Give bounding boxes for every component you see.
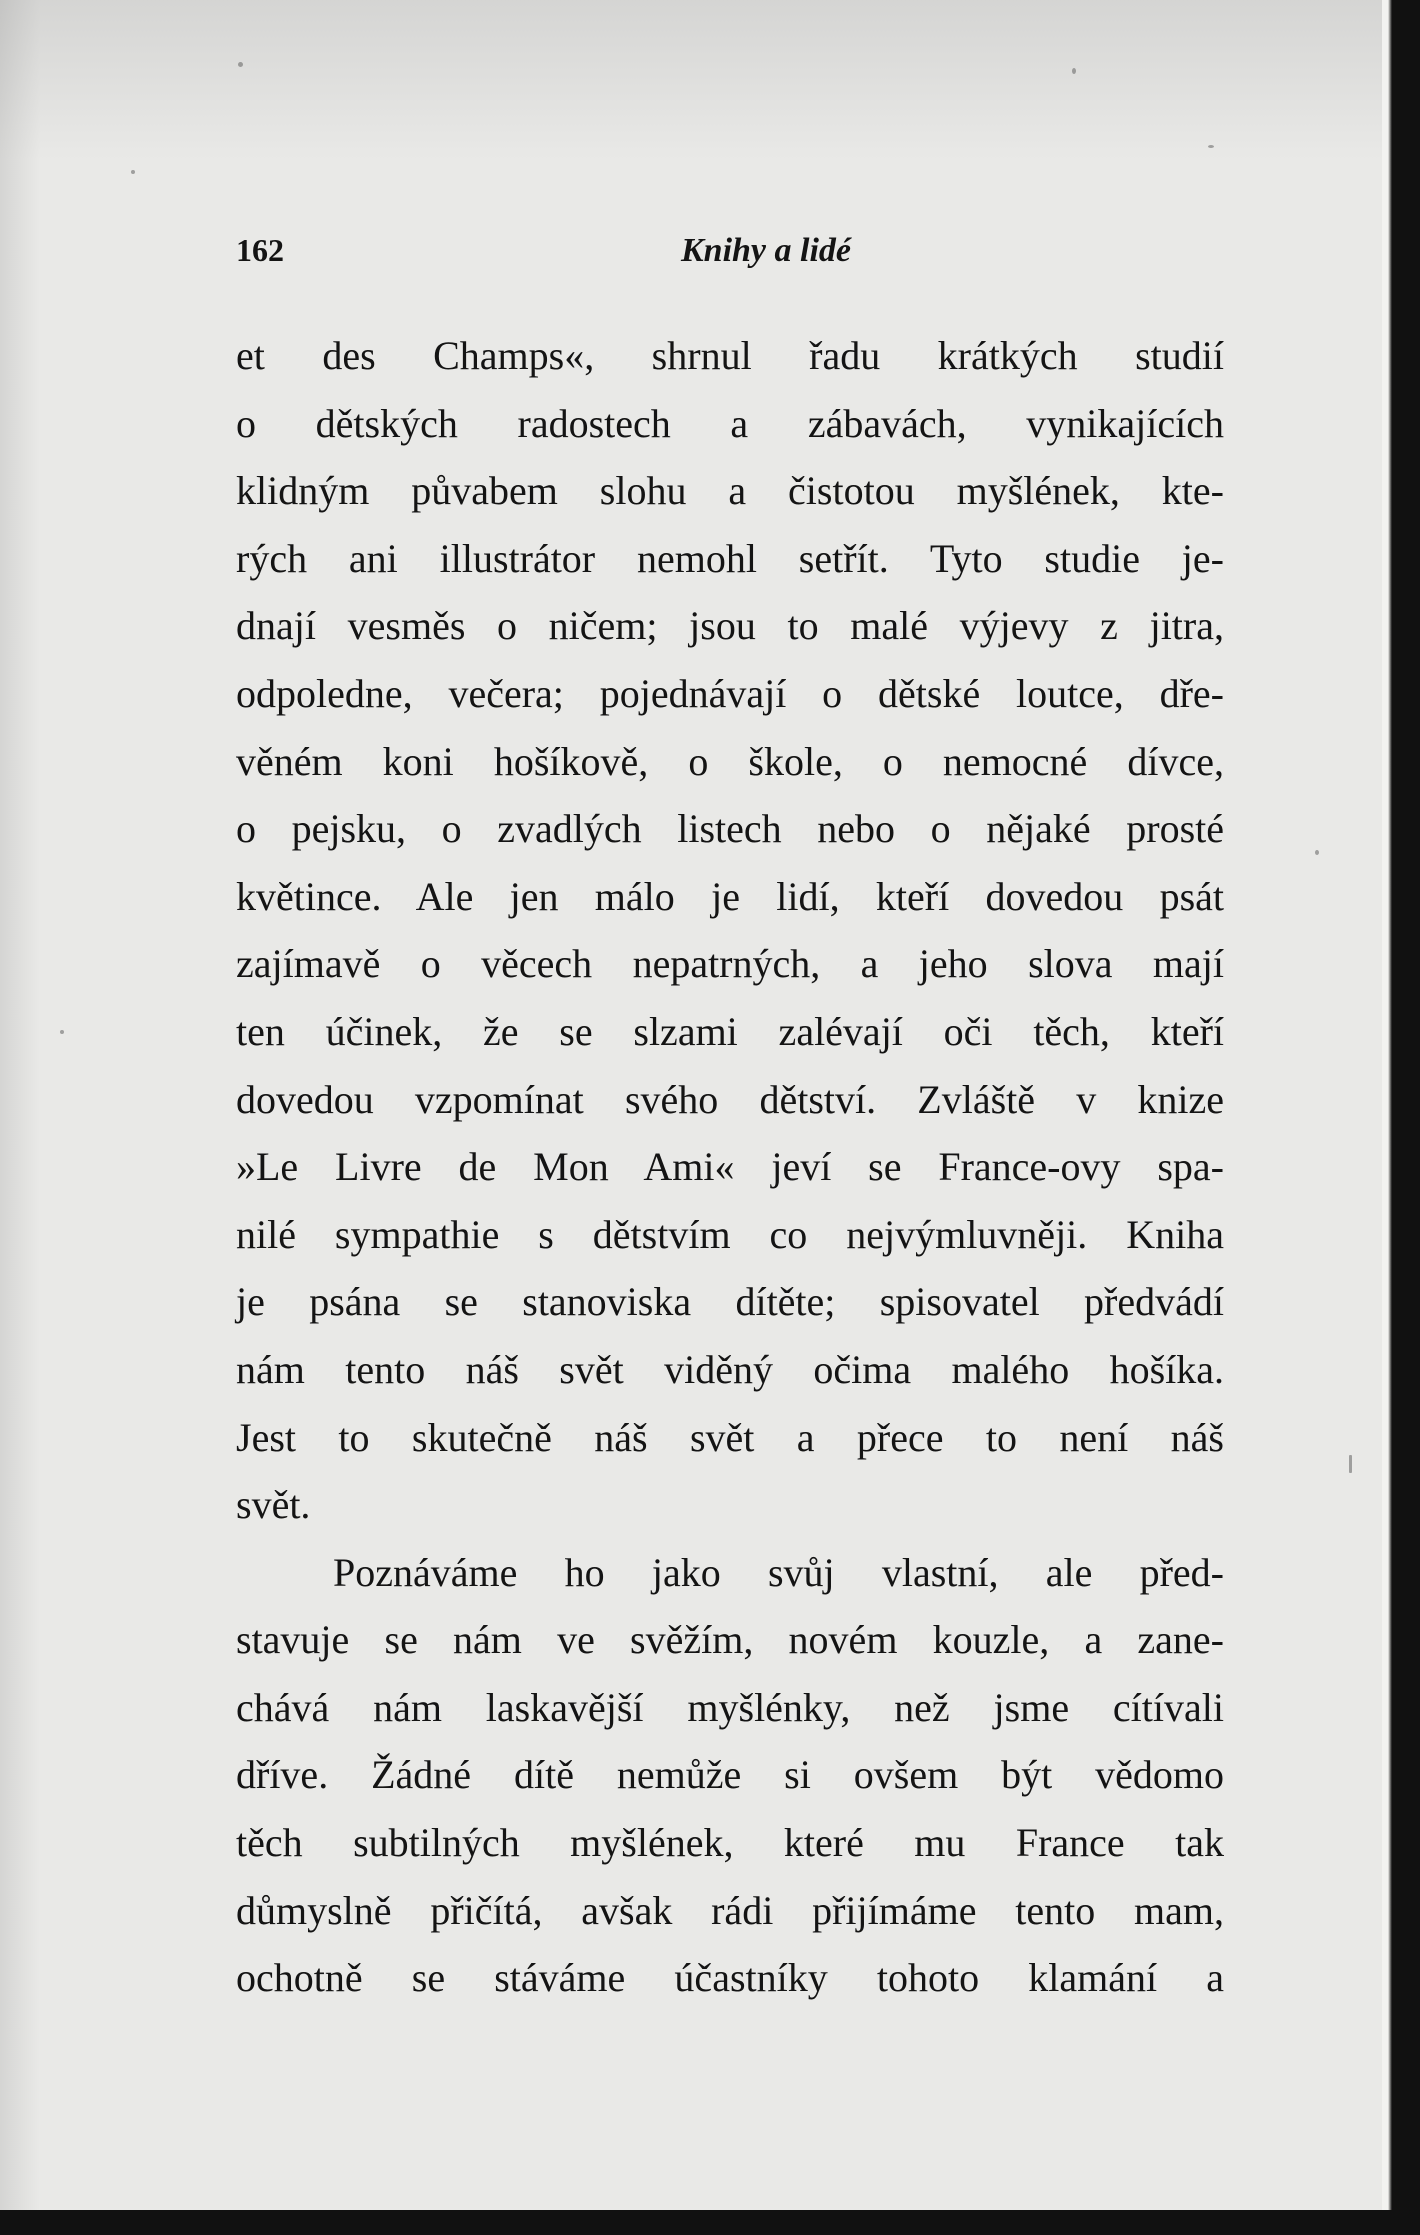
text-line: o dětských radostech a zábavách, vynikajících — [236, 400, 1224, 446]
running-title: Knihy a lidé — [680, 232, 852, 269]
text-line: nilé sympathie s dětstvím co nejvýmluvněji. Kniha — [236, 1211, 1224, 1257]
text-line: et des Champs«, shrnul řadu krátkých studií — [236, 333, 1224, 378]
scan-edge-bottom — [0, 2210, 1420, 2235]
print-speck — [1349, 1455, 1352, 1473]
text-line: věném koni hošíkově, o škole, o nemocné dívce, — [236, 738, 1224, 784]
text-line: je psána se stanoviska dítěte; spisovatel předvádí — [236, 1279, 1224, 1325]
running-head — [236, 232, 1236, 272]
text-line: dovedou vzpomínat svého dětství. Zvláště v knize — [236, 1076, 1224, 1122]
text-line: těch subtilných myšlének, které mu France tak — [236, 1820, 1224, 1866]
text-line: dnají vesměs o ničem; jsou to malé výjevy z jitra, — [236, 603, 1224, 649]
text-line: rých ani illustrátor nemohl setřít. Tyto studie je- — [236, 535, 1224, 581]
text-line: nám tento náš svět viděný očima malého hošíka. — [236, 1346, 1224, 1392]
text-line: zajímavě o věcech nepatrných, a jeho slova mají — [236, 941, 1224, 987]
text-line: dříve. Žádné dítě nemůže si ovšem být vědomo — [236, 1752, 1224, 1798]
paragraph-end-line: svět. — [236, 1482, 311, 1528]
text-line: chává nám laskavější myšlénky, než jsme cítívali — [236, 1684, 1224, 1730]
print-speck — [1315, 850, 1319, 855]
page-number: 162 — [236, 232, 284, 268]
text-line: důmyslně přičítá, avšak rádi přijímáme tento mam, — [236, 1887, 1224, 1933]
text-line: o pejsku, o zvadlých listech nebo o nějaké prosté — [236, 806, 1224, 852]
text-line: ochotně se stáváme účastníky tohoto klamání a — [236, 1955, 1224, 2001]
text-line: květince. Ale jen málo je lidí, kteří dovedou psát — [236, 873, 1224, 919]
print-speck — [238, 62, 243, 67]
print-speck — [1208, 145, 1214, 148]
text-line: stavuje se nám ve svěžím, novém kouzle, a zane- — [236, 1617, 1224, 1663]
text-line: odpoledne, večera; pojednávají o dětské loutce, dře- — [236, 670, 1224, 716]
print-speck — [60, 1030, 64, 1034]
body-text — [236, 322, 1224, 2012]
print-speck — [1072, 68, 1076, 74]
text-line: Jest to skutečně náš svět a přece to není náš — [236, 1414, 1224, 1460]
text-line: klidným půvabem slohu a čistotou myšlének, kte- — [236, 468, 1224, 514]
print-speck — [131, 170, 135, 174]
text-line: ten účinek, že se slzami zalévají oči těch, kteří — [236, 1008, 1224, 1054]
paragraph-start-line: Poznáváme ho jako svůj vlastní, ale před- — [333, 1549, 1224, 1595]
scan-edge-right — [1382, 0, 1420, 2235]
text-line: »Le Livre de Mon Ami« jeví se France-ovy spa- — [236, 1144, 1224, 1190]
